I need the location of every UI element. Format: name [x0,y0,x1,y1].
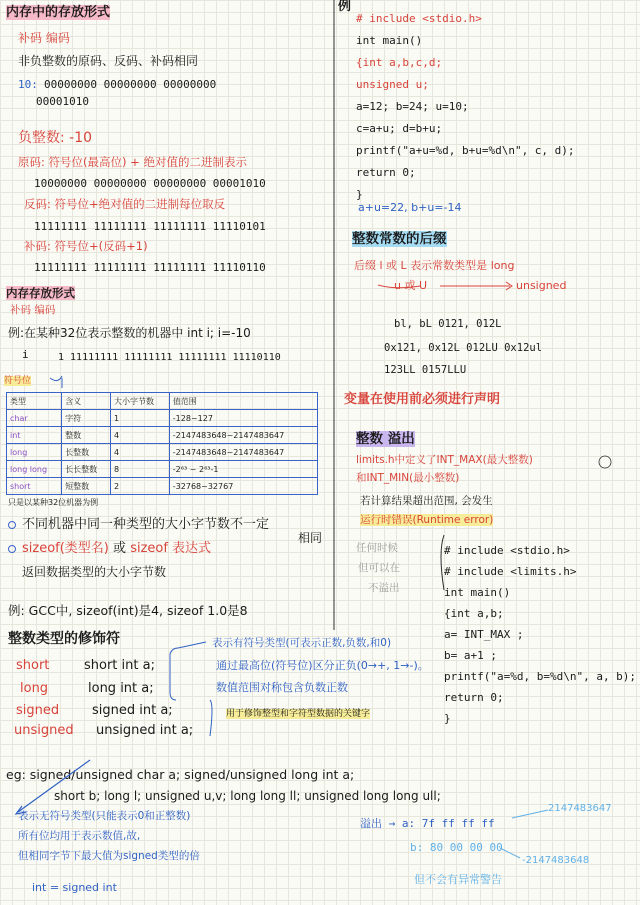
complement-code-label: 补码 编码 [18,31,70,45]
table-header-type: 类型 [7,393,62,410]
example-label: 例 [338,0,352,14]
unsigned-note-2: 所有位均用于表示数值,故, [18,830,141,842]
suffix-example-row3: 123LL 0157LLU [384,364,467,376]
table-cell: 短整数 [62,478,111,495]
overflow-no-warning-note: 但不会有异常警告 [414,873,502,886]
negative-int-heading: 负整数: -10 [18,130,93,146]
sizeof-line: sizeof(类型名) 或 sizeof 表达式 [8,542,211,557]
code-line: b= a+1 ; [444,649,497,662]
table-cell: -32768~32767 [169,478,317,495]
code-line: } [356,188,363,201]
overflow-b-decimal: -2147483648 [522,855,590,866]
example-32bit: 例:在某种32位表示整数的机器中 int i; i=-10 [8,326,251,340]
overflow-note-1: limits.h中定义了INT_MAX(最大整数) [356,454,533,466]
sign-magnitude-bits: 10000000 00000000 00000000 00001010 [34,177,266,190]
gray-note-3: 不溢出 [368,582,400,594]
code-line: } [444,712,451,725]
var-i: i [22,348,29,361]
suffix-unsigned-note: u 或 U [394,279,428,292]
table-header-size: 大小字节数 [110,393,169,410]
complement-code-label-2: 补码 编码 [10,304,56,316]
unsigned-note-1: 表示无符号类型(只能表示0和正整数) [18,810,191,822]
code-line: printf("a=%d, b=%d\n", a, b); [444,670,637,683]
code-line: printf("a+u=%d, b+u=%d\n", c, d); [356,144,575,157]
sign-bit-label: 符号位 [4,376,32,386]
table-cell: long [7,444,62,461]
table-cell: short [7,478,62,495]
section-title-suffix: 整数常数的后缀 [352,231,447,247]
table-cell: long long [7,461,62,478]
table-header-meaning: 含义 [62,393,111,410]
suffix-unsigned-word: unsigned [516,279,567,292]
table-header-range: 值范围 [169,393,317,410]
table-cell: 2 [110,478,169,495]
diff-machines-note-cont: 相同 [298,531,323,545]
modifier-short: short [16,658,50,673]
eg-line-1: eg: signed/unsigned char a; signed/unsigned long int a; [6,767,355,782]
code-line: a=12; b=24; u=10; [356,100,469,113]
ones-complement-note: 反码: 符号位+绝对值的二进制每位取反 [24,197,226,211]
suffix-example-row2: 0x121, 0x12L 012LU 0x12ul [384,342,543,354]
code-line: # include <stdio.h> [356,12,482,25]
code-line: return 0; [444,691,504,704]
overflow-a-hex: 溢出 → a: 7f ff ff ff [360,817,495,830]
table-cell: 字符 [62,410,111,427]
gcc-example: 例: GCC中, sizeof(int)是4, sizeof 1.0是8 [8,603,248,618]
table-cell: -2⁶³ ~ 2⁶³-1 [169,461,317,478]
table-cell: -2147483648~2147483647 [169,427,317,444]
modifier-keyword-note: 用于修饰整型和字符型数据的关键字 [226,709,371,719]
code-line: {int a,b; [444,607,504,620]
modifier-long-example: long int a; [88,681,154,696]
code-line: {int a,b,c,d; [356,56,443,69]
section-title-declare: 变量在使用前必须进行声明 [344,392,501,407]
modifier-long: long [20,681,49,696]
table-cell: 1 [110,410,169,427]
code-line: int main() [444,586,511,599]
overflow-b-hex: b: 80 00 00 00 [410,841,503,854]
modifier-signed-example: signed int a; [92,703,173,718]
ten-bits-line2: 00001010 [36,95,89,108]
section-title-memory-storage: 内存存放形式 [6,286,75,300]
section-title-overflow: 整数 溢出 [356,431,415,447]
modifier-unsigned-example: unsigned int a; [96,723,194,738]
code-line: # include <stdio.h> [444,544,570,557]
sign-bit-note: 通过最高位(符号位)区分正负(0→+, 1→-)。 [216,659,429,672]
diff-machines-note: 不同机器中同一种类型的大小字节数不一定 [8,518,269,533]
ones-complement-bits: 11111111 11111111 11111111 11110101 [34,220,266,233]
eg-line-2: short b; long l; unsigned u,v; long long ll; unsigned long long ull; [54,789,441,803]
sizeof-return-note: 返回数据类型的大小字节数 [22,565,167,579]
int-equals-signed-int: int = signed int [32,881,117,894]
gray-note-2: 但可以在 [358,562,400,574]
table-cell: 长整数 [62,444,111,461]
code-output-1: a+u=22, b+u=-14 [358,201,462,214]
modifier-signed: signed [16,703,60,718]
table-cell: 长长整数 [62,461,111,478]
overflow-note-3: 若计算结果超出范围, 会发生 [360,495,493,507]
nonneg-note: 非负整数的原码、反码、补码相同 [18,54,199,68]
modifier-short-example: short int a; [84,658,155,673]
sign-magnitude-note: 原码: 符号位(最高位) + 绝对值的二进制表示 [18,155,247,169]
gray-note-1: 任何时候 [356,542,398,554]
twos-complement-bits: 11111111 11111111 11111111 11110110 [34,261,266,274]
i-bits: 1 11111111 11111111 11111111 11110110 [58,352,281,363]
suffix-example-row1: bl, bL 0121, 012L [394,318,502,330]
overflow-note-2: 和INT_MIN(最小整数) [356,472,460,484]
table-note: 只是以某种32位机器为例 [8,498,99,507]
code-line: return 0; [356,166,416,179]
ten-bits-line1: 00000000 00000000 00000000 [44,78,217,91]
overflow-note-4: 运行时错误(Runtime error) [360,514,494,526]
table-cell: char [7,410,62,427]
code-line: unsigned u; [356,78,429,91]
code-line: int main() [356,34,423,47]
overflow-a-decimal: 2147483647 [548,803,612,814]
twos-complement-note: 补码: 符号位+(反码+1) [24,239,148,253]
code-line: # include <limits.h> [444,565,577,578]
ten-label: 10: [18,78,38,91]
table-cell: -2147483648~2147483647 [169,444,317,461]
unsigned-note-3: 但相同字节下最大值为signed类型的倍 [18,850,200,862]
table-cell: 4 [110,427,169,444]
code-line: a= INT_MAX ; [444,628,524,641]
section-title-modifiers: 整数类型的修饰符 [8,631,120,647]
table-cell: 8 [110,461,169,478]
section-title-memory-form: 内存中的存放形式 [6,5,111,20]
range-note: 数值范围对称包含负数正数 [216,681,348,694]
table-cell: 4 [110,444,169,461]
table-cell: -128~127 [169,410,317,427]
suffix-long-note: 后缀 l 或 L 表示常数类型是 long [354,259,515,272]
table-cell: int [7,427,62,444]
code-line: c=a+u; d=b+u; [356,122,443,135]
signed-note: 表示有符号类型(可表示正数,负数,和0) [212,637,392,649]
modifier-unsigned: unsigned [14,723,74,738]
table-cell: 整数 [62,427,111,444]
